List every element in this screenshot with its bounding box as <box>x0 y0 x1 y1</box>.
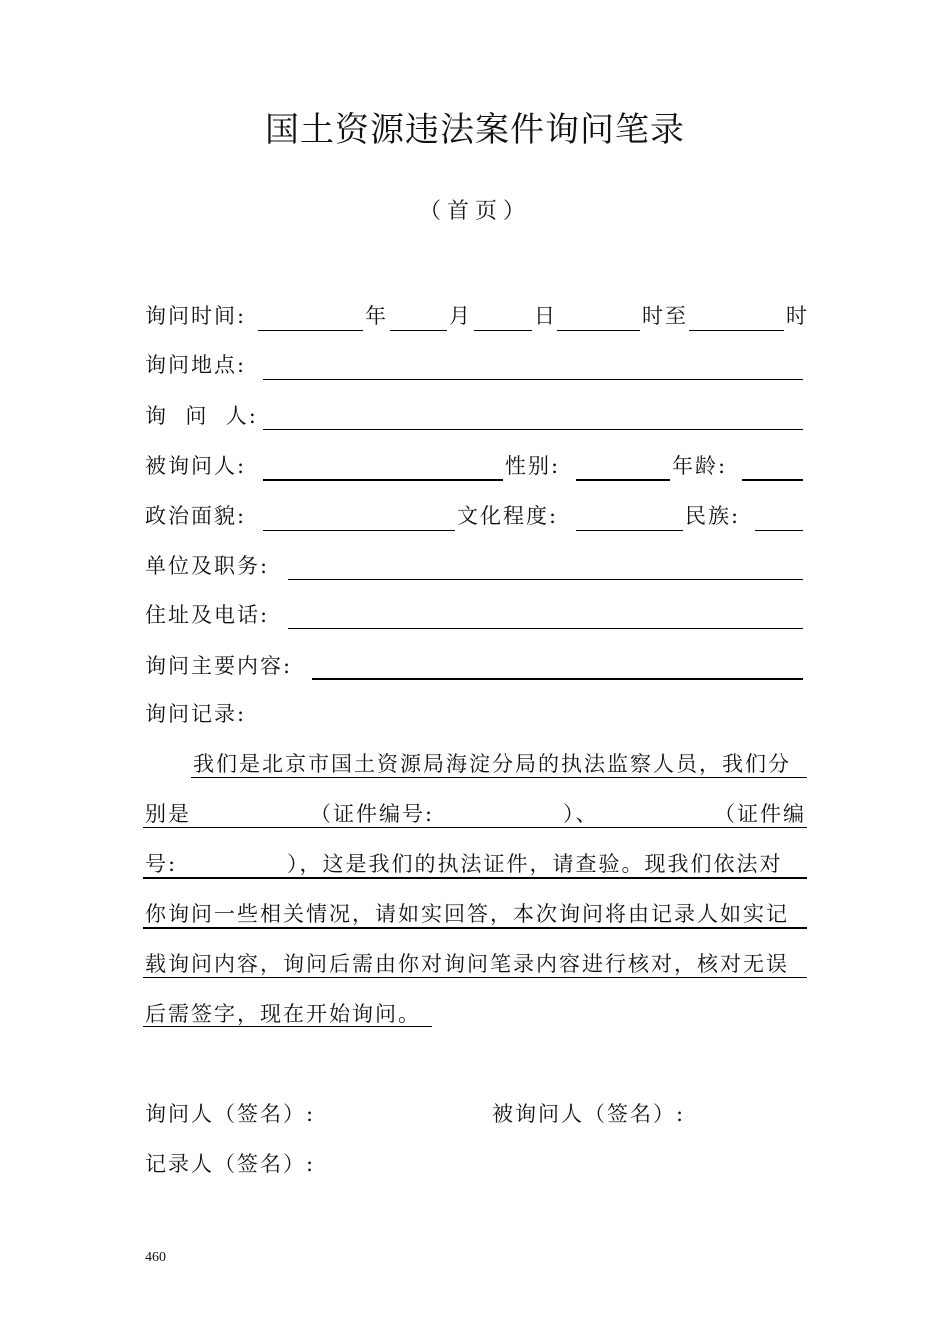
start-hour-field[interactable] <box>557 330 640 331</box>
unit-field[interactable] <box>288 579 803 580</box>
hour-label: 时 <box>786 304 809 328</box>
year-label: 年 <box>365 304 388 328</box>
record-line-1: 我们是北京市国土资源局海淀分局的执法监察人员，我们分 <box>193 752 791 776</box>
gender-label: 性别: <box>505 454 561 478</box>
record-line-5: 载询问内容，询问后需由你对询问笔录内容进行核对，核对无误 <box>145 952 789 976</box>
recorder-signature-label: 记录人（签名）: <box>145 1152 316 1176</box>
age-label: 年龄: <box>672 454 728 478</box>
politics-field[interactable] <box>263 530 455 531</box>
record-underline-1 <box>191 777 807 778</box>
interviewee-signature-label: 被询问人（签名）: <box>492 1102 686 1126</box>
hour-to-label: 时至 <box>642 304 688 328</box>
education-label: 文化程度: <box>457 504 559 528</box>
time-label: 询问时间: <box>145 304 247 328</box>
record-line-6: 后需签字，现在开始询问。 <box>145 1002 421 1026</box>
record-label: 询问记录: <box>145 702 247 726</box>
interrogator-signature-label: 询问人（签名）: <box>145 1102 316 1126</box>
unit-label: 单位及职务: <box>145 554 270 578</box>
interrogator-label: 询 问 人: <box>145 404 258 428</box>
interviewee-label: 被询问人: <box>145 454 247 478</box>
gender-field[interactable] <box>576 479 670 481</box>
politics-label: 政治面貌: <box>145 504 247 528</box>
page-number: 460 <box>145 1250 166 1265</box>
year-field[interactable] <box>258 330 363 331</box>
interrogator-field[interactable] <box>263 429 803 430</box>
record-underline-4 <box>143 927 807 929</box>
month-label: 月 <box>449 304 472 328</box>
record-line-3b: ），这是我们的执法证件，请查验。现我们依法对 <box>287 852 783 876</box>
record-line-2d: （证件编 <box>714 802 806 826</box>
address-label: 住址及电话: <box>145 603 270 627</box>
month-field[interactable] <box>390 330 447 331</box>
place-label: 询问地点: <box>145 353 247 377</box>
page-title: 国土资源违法案件询问笔录 <box>265 110 685 150</box>
place-field[interactable] <box>263 379 803 380</box>
content-field[interactable] <box>312 678 803 680</box>
record-line-2c: ）、 <box>563 802 599 826</box>
end-hour-field[interactable] <box>689 330 784 331</box>
record-line-2b: （证件编号: <box>310 802 435 826</box>
record-line-3a: 号: <box>145 852 178 876</box>
education-field[interactable] <box>576 530 683 531</box>
interviewee-field[interactable] <box>263 479 503 481</box>
content-label: 询问主要内容: <box>145 654 293 678</box>
day-label: 日 <box>534 304 557 328</box>
address-field[interactable] <box>288 628 803 629</box>
day-field[interactable] <box>474 330 532 331</box>
age-field[interactable] <box>742 479 803 481</box>
record-line-4: 你询问一些相关情况，请如实回答，本次询问将由记录人如实记 <box>145 902 789 926</box>
ethnicity-label: 民族: <box>685 504 741 528</box>
record-underline-5 <box>143 977 807 978</box>
page-subtitle: （首页） <box>418 199 531 224</box>
record-underline-3 <box>143 877 807 879</box>
ethnicity-field[interactable] <box>755 530 803 531</box>
record-underline-6 <box>143 1026 432 1027</box>
record-line-2a: 别是 <box>145 802 191 826</box>
record-underline-2 <box>143 827 807 828</box>
